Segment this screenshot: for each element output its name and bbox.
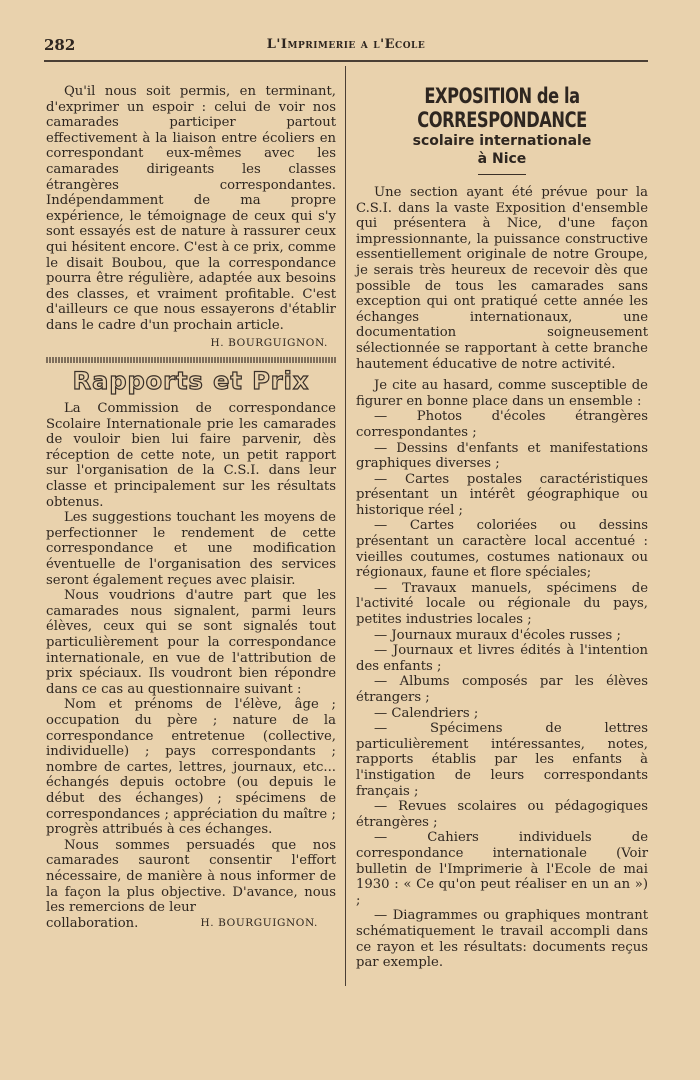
article-subtitle: scolaire internationale <box>412 133 592 149</box>
paragraph: Nom et prénoms de l'élève, âge ; occupation du père ; nature de la correspondance entretenue (collective, individuelle) ; pays correspondants ; nombre de cartes, lettres, journaux, etc... échangés depuis octobre (ou depuis le début des échanges) ; spécimens de correspondances ; appréciation du maître ; progrès attribués à ces échanges. <box>46 697 336 838</box>
column-divider <box>345 66 346 986</box>
intro-paragraph: Qu'il nous soit permis, en terminant, d'exprimer un espoir : celui de voir nos camarades participer partout effectivement à la liaison entre écoliers en correspondant eux-mêmes avec les camarades dirigeants les classes étrangères correspondantes. Indépendamment de ma propre expérience, le témoignage de ceux qui s'y sont essayés est de nature à rassurer ceux qui hésitent encore. C'est à ce prix, comme le disait Boubou, que la correspondance pourra être régulière, adaptée aux besoins des classes, et vraiment profitable. C'est d'ailleurs ce que nous essayerons d'établir dans le cadre d'un prochain article. <box>46 84 336 333</box>
signature: H. BOURGUIGNON. <box>210 336 328 349</box>
paragraph: Je cite au hasard, comme susceptible de figurer en bonne place dans un ensemble : <box>356 378 648 409</box>
section-title: Rapports et Prix <box>72 367 310 396</box>
paragraph: Une section ayant été prévue pour la C.S.I. dans la vaste Exposition d'ensemble qui présentera à Nice, d'une façon impressionnante, la puissance constructive essentiellement originale de notre Groupe, je serais très heureux de recevoir dès que possible de tous les camarades sans exception qui ont pratiqué cette année les échanges internationaux, une documentation soigneusement sélectionnée se rapportant à cette branche hautement éducative de notre activité. <box>356 185 648 372</box>
paragraph: Nous voudrions d'autre part que les camarades nous signalent, parmi leurs élèves, ceux qui se sont signalés tout particulièrement pour la correspondance internationale, en vue de l'attribution de prix spéciaux. Ils voudront bien répondre dans ce cas au questionnaire suivant : <box>46 588 336 697</box>
list-item: — Cartes coloriées ou dessins présentant un caractère local accentué : vieilles coutumes, costumes nationaux ou régionaux, faune et flore spéciales; <box>356 518 648 581</box>
signature: H. BOURGUIGNON. <box>200 916 318 929</box>
list-item: — Diagrammes ou graphiques montrant schématiquement le travail accompli dans ce rayon et les résultats: documents reçus par exemple. <box>356 908 648 971</box>
list-item: — Cartes postales caractéristiques présentant un intérêt géographique ou historique réel ; <box>356 471 648 518</box>
exhibit-list <box>356 409 648 970</box>
list-item: — Photos d'écoles étrangères correspondantes ; <box>356 409 648 440</box>
header-rule <box>44 60 648 62</box>
list-item: — Revues scolaires ou pédagogiques étrangères ; <box>356 799 648 830</box>
article-title: EXPOSITION de la CORRESPONDANCE <box>417 84 587 132</box>
list-item: — Journaux et livres édités à l'intention des enfants ; <box>356 643 648 674</box>
page-header <box>44 36 648 56</box>
page-number: 282 <box>44 36 76 54</box>
list-item: — Journaux muraux d'écoles russes ; <box>374 627 621 643</box>
left-column <box>46 84 336 931</box>
title-rule <box>478 174 526 175</box>
article-subtitle-location: à Nice <box>477 151 527 167</box>
paragraph: Les suggestions touchant les moyens de perfectionner le rendement de cette correspondance et une modification éventuelle de l'organisation des services seront également reçues avec plaisir. <box>46 510 336 588</box>
paragraph: La Commission de correspondance Scolaire Internationale prie les camarades de vouloir bien lui faire parvenir, dès réception de cette note, un petit rapport sur l'organisation de la C.S.I. dans leur classe et principalement sur les résultats obtenus. <box>46 401 336 510</box>
closing-line <box>46 916 336 932</box>
list-item: — Albums composés par les élèves étrangers ; <box>356 674 648 705</box>
section-divider-band <box>46 357 336 363</box>
closing-paragraph: Nous sommes persuadés que nos camarades sauront consentir l'effort nécessaire, de manière à nous informer de la façon la plus objective. D'avance, nous les remercions de leur <box>46 837 336 916</box>
list-item: — Travaux manuels, spécimens de l'activité locale ou régionale du pays, petites industries locales ; <box>356 580 648 628</box>
list-item: — Spécimens de lettres particulièrement intéressantes, notes, rapports établis par les enfants à l'instigation de leurs correspondants français ; <box>356 721 648 799</box>
list-item: — Calendriers ; <box>374 705 479 721</box>
right-column <box>356 84 648 971</box>
closing-word: collaboration. <box>46 915 139 931</box>
list-item: — Dessins d'enfants et manifestations graphiques diverses ; <box>356 440 648 472</box>
list-item: — Cahiers individuels de correspondance internationale (Voir bulletin de l'Imprimerie à l'Ecole de mai 1930 : « Ce qu'on peut réaliser en un an ») ; <box>356 830 648 908</box>
running-title: L'Imprimerie a l'Ecole <box>266 37 426 52</box>
